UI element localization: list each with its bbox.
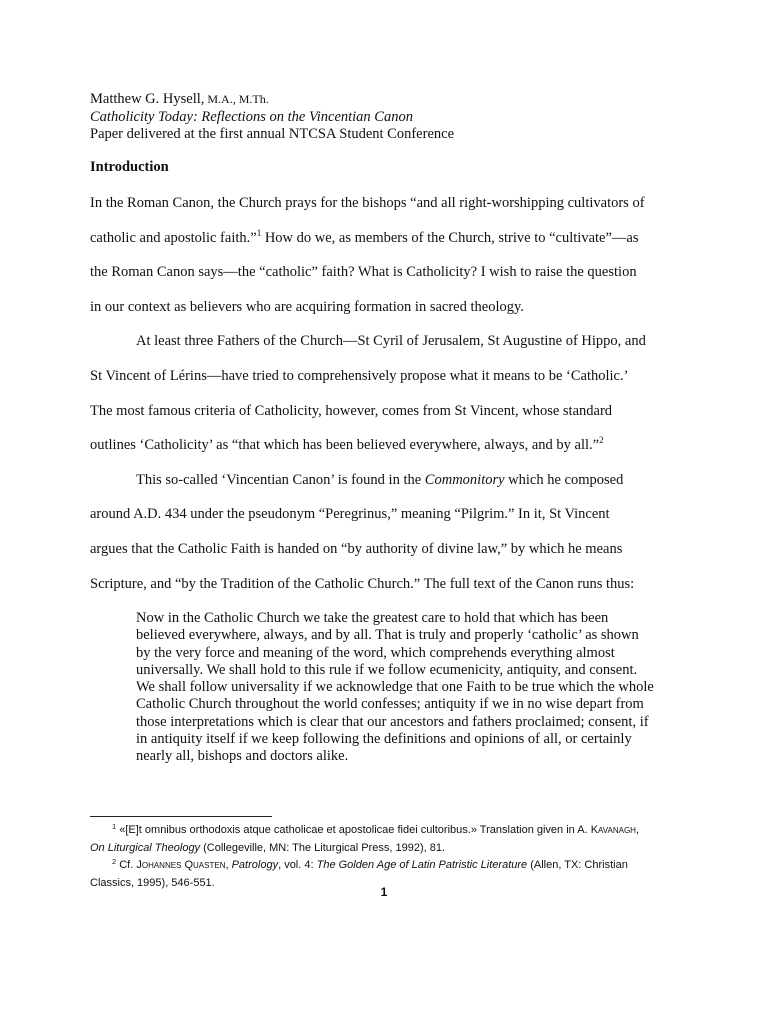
quote-line: We shall follow universality if we acknowledge that one Faith to be true which the whole — [136, 679, 654, 696]
text-span: , — [225, 859, 232, 871]
text-span: , — [635, 824, 640, 836]
quote-line: those interpretations which is clear that our ancestors and fathers proclaimed; consent, if — [136, 713, 649, 730]
quote-line: universally. We shall hold to this rule if we follow ecumenicity, antiquity, and consent. — [136, 661, 638, 678]
text-span: This so-called ‘Vincentian Canon’ is found in the — [136, 471, 425, 488]
quote-line: Catholic Church throughout the world confesses; antiquity if we in no wise depart from — [136, 696, 644, 713]
author-credentials: M.A., M.Th. — [204, 92, 269, 106]
footnote-book-title: The Golden Age of Latin Patristic Literature — [316, 859, 528, 871]
paragraph-2-line-2: St Vincent of Lérins—have tried to comprehensively propose what it means to be ‘Catholic.’ — [90, 367, 629, 384]
text-span: Cf. — [116, 859, 137, 871]
paragraph-3-line-2: around A.D. 434 under the pseudonym “Peregrinus,” meaning “Pilgrim.” In it, St Vincent — [90, 506, 610, 523]
author-line — [90, 91, 690, 109]
footnote-author: Kavanagh — [590, 824, 636, 836]
text-span: catholic and apostolic faith.” — [90, 229, 257, 246]
paragraph-2-line-4 — [90, 435, 680, 470]
footnote-ref-2[interactable]: 2 — [599, 435, 604, 446]
paragraph-1-line-2 — [90, 228, 680, 263]
quote-line: in antiquity itself if we keep following the definitions and opinions of all, or certainly — [136, 731, 632, 748]
paragraph-3-line-1 — [90, 470, 680, 505]
paragraph-3-line-4: Scripture, and “by the Tradition of the Catholic Church.” The full text of the Canon runs thus: — [90, 575, 635, 592]
footnote-book-title: On Liturgical Theology — [90, 841, 201, 854]
quote-line: Now in the Catholic Church we take the greatest care to hold that which has been — [136, 610, 609, 626]
footnote-1-line-2 — [90, 840, 690, 858]
paper-header — [90, 91, 690, 144]
block-quote — [136, 610, 708, 766]
paragraph-2-line-1: At least three Fathers of the Church—St Cyril of Jerusalem, St Augustine of Hippo, and — [136, 333, 646, 350]
footnote-2-line-2: Classics, 1995), 546-551. — [90, 876, 215, 889]
footnote-separator — [90, 816, 272, 817]
paragraph-3-line-3: argues that the Catholic Faith is handed on “by authority of divine law,” by which he means — [90, 540, 623, 557]
paragraph-1-line-1: In the Roman Canon, the Church prays for the bishops “and all right-worshipping cultivators of — [90, 195, 645, 211]
footnote-author: Johannes Quasten — [136, 859, 226, 871]
body-text — [90, 193, 680, 608]
footnote-1-line-1 — [90, 822, 690, 840]
text-span: (Allen, TX: Christian — [527, 859, 628, 871]
text-span: which he composed — [504, 471, 624, 488]
text-span: How do we, as members of the Church, strive to “cultivate”—as — [261, 229, 639, 246]
text-span: (Collegeville, MN: The Liturgical Press, 1992), 81. — [200, 841, 446, 854]
quote-line: believed everywhere, always, and by all. That is truly and properly ‘catholic’ as shown — [136, 627, 639, 644]
text-span: «[E]t omnibus orthodoxis atque catholicae et apostolicae fidei cultoribus.» Translation given in A. — [116, 824, 591, 836]
paper-title: Catholicity Today: Reflections on the Vincentian Canon — [90, 108, 413, 125]
text-span: outlines ‘Catholicity’ as “that which has been believed everywhere, always, and by all.” — [90, 437, 600, 454]
footnote-2-line-1 — [90, 857, 690, 875]
quote-line: nearly all, bishops and doctors alike. — [136, 748, 349, 765]
paragraph-1-line-3: the Roman Canon says—the “catholic” faith? What is Catholicity? I wish to raise the question — [90, 264, 637, 281]
paper-subtitle: Paper delivered at the first annual NTCSA Student Conference — [90, 126, 455, 142]
page-number: 1 — [380, 885, 388, 899]
author-name: Matthew G. Hysell, — [90, 91, 205, 107]
paragraph-2-line-3: The most famous criteria of Catholicity, however, comes from St Vincent, whose standard — [90, 402, 613, 419]
footnote-marker-1: 1 — [112, 822, 117, 831]
commonitory-title: Commonitory — [424, 471, 505, 488]
footnote-book-title: Patrology — [231, 859, 279, 871]
footnotes — [90, 822, 690, 892]
paragraph-1-line-4: in our context as believers who are acquiring formation in sacred theology. — [90, 298, 524, 315]
quote-line: by the very force and meaning of the word, which comprehends everything almost — [136, 644, 615, 661]
footnote-ref-1[interactable]: 1 — [256, 227, 262, 238]
text-span: , vol. 4: — [278, 859, 317, 871]
section-heading: Introduction — [90, 159, 169, 175]
footnote-marker-2: 2 — [112, 857, 117, 866]
